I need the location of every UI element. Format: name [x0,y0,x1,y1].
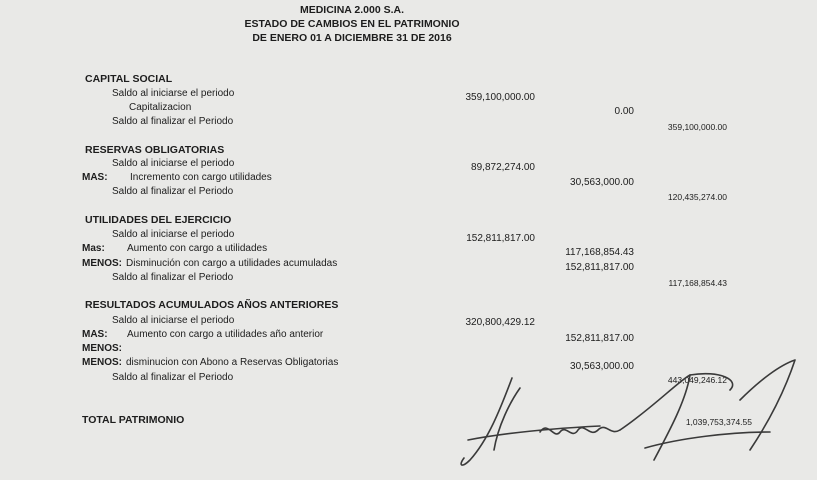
total-patrimonio-label: TOTAL PATRIMONIO [82,414,185,426]
section-title-resultados: RESULTADOS ACUMULADOS AÑOS ANTERIORES [85,299,339,311]
utilidades-opening-value: 152,811,817.00 [466,233,535,244]
resultados-mas-prefix: MAS: [82,329,108,340]
utilidades-mas-prefix: Mas: [82,243,105,254]
resultados-menos-prefix-blank: MENOS: [82,343,122,354]
reservas-mas-value: 30,563,000.00 [570,177,634,188]
capitalizacion-value: 0.00 [614,106,634,117]
utilidades-menos-label: Disminución con cargo a utilidades acumuladas [126,258,338,269]
capital-closing-value: 359,100,000.00 [667,122,727,132]
utilidades-opening-label: Saldo al iniciarse el periodo [112,229,235,240]
resultados-closing-label: Saldo al finalizar el Periodo [112,372,234,383]
handwritten-signature [440,340,817,480]
capital-opening-label: Saldo al iniciarse el periodo [112,88,235,99]
capital-opening-value: 359,100,000.00 [465,92,535,103]
utilidades-mas-label: Aumento con cargo a utilidades [127,243,268,254]
reservas-mas-label: Incremento con cargo utilidades [130,172,272,183]
resultados-closing-value: 443,049,246.12 [667,375,727,385]
statement-title: ESTADO DE CAMBIOS EN EL PATRIMONIO [244,18,460,30]
capitalizacion-label: Capitalizacion [129,102,192,113]
resultados-menos-prefix: MENOS: [82,357,122,368]
reservas-closing-label: Saldo al finalizar el Periodo [112,186,234,197]
resultados-mas-label: Aumento con cargo a utilidades año anterior [127,329,324,340]
reservas-mas-prefix: MAS: [82,172,108,183]
utilidades-menos-prefix: MENOS: [82,258,122,269]
total-patrimonio-value: 1,039,753,374.55 [685,417,752,427]
resultados-menos-label: disminucion con Abono a Reservas Obligatorias [126,357,339,368]
statement-period: DE ENERO 01 A DICIEMBRE 31 DE 2016 [252,32,452,44]
utilidades-mas-value: 117,168,854.43 [565,247,634,258]
resultados-opening-value: 320,800,429.12 [465,317,535,328]
utilidades-menos-value: 152,811,817.00 [565,262,634,273]
section-title-capital-social: CAPITAL SOCIAL [85,73,173,85]
reservas-opening-label: Saldo al iniciarse el periodo [112,158,235,169]
resultados-menos-value: 30,563,000.00 [570,361,634,372]
utilidades-closing-label: Saldo al finalizar el Periodo [112,272,234,283]
reservas-opening-value: 89,872,274.00 [471,162,535,173]
utilidades-closing-value: 117,168,854.43 [668,278,727,288]
capital-closing-label: Saldo al finalizar el Periodo [112,116,234,127]
reservas-closing-value: 120,435,274.00 [667,192,727,202]
company-name: MEDICINA 2.000 S.A. [299,4,405,16]
resultados-opening-label: Saldo al iniciarse el periodo [112,315,235,326]
resultados-mas-value: 152,811,817.00 [565,333,634,344]
section-title-utilidades: UTILIDADES DEL EJERCICIO [85,214,232,226]
section-title-reservas: RESERVAS OBLIGATORIAS [85,144,225,156]
